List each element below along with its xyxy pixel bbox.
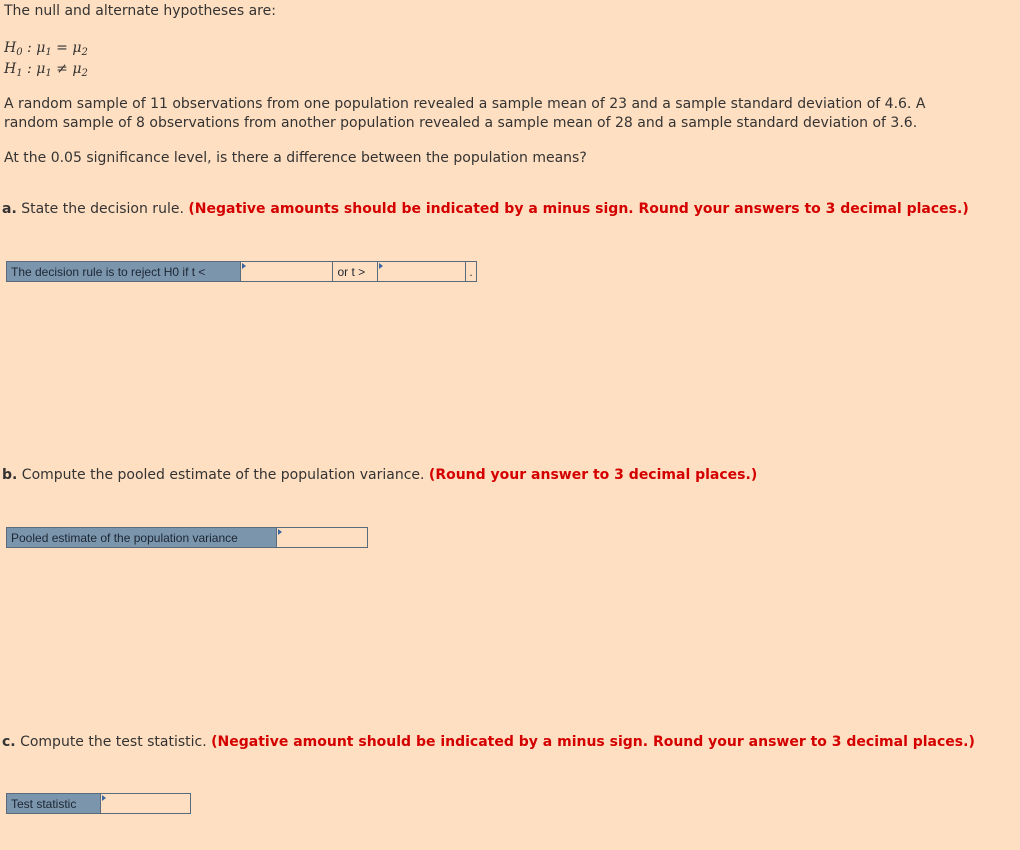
part-a-letter: a. [2, 201, 17, 217]
alternate-hypothesis: $H_1$ : $\mu_1 \ne \mu_2$ [4, 61, 88, 79]
lower-critical-value-input[interactable] [241, 262, 332, 281]
part-c-prompt: Compute the test statistic. [20, 734, 207, 750]
lower-critical-value-cell [240, 262, 333, 281]
part-c-heading [2, 734, 975, 750]
pooled-variance-row [6, 527, 368, 548]
part-c-letter: c. [2, 734, 16, 750]
upper-critical-value-input[interactable] [378, 262, 465, 281]
pooled-variance-label: Pooled estimate of the population variance [11, 530, 238, 545]
part-a-prompt: State the decision rule. [21, 201, 184, 217]
part-b-instruction: (Round your answer to 3 decimal places.) [428, 467, 758, 483]
null-hypothesis: $H_0$ : $\mu_1 = \mu_2$ [4, 40, 88, 58]
intro-text: The null and alternate hypotheses are: [4, 3, 276, 19]
part-c-instruction: (Negative amount should be indicated by a minus sign. Round your answer to 3 decimal places.) [211, 734, 975, 750]
part-b-letter: b. [2, 467, 18, 483]
question-text: At the 0.05 significance level, is there a difference between the population means? [4, 150, 587, 166]
part-a-instruction: (Negative amounts should be indicated by a minus sign. Round your answers to 3 decimal places.) [188, 201, 969, 217]
part-b-prompt: Compute the pooled estimate of the population variance. [21, 467, 425, 483]
test-statistic-row [6, 793, 191, 814]
decision-rule-row [6, 261, 477, 282]
test-statistic-cell [100, 794, 190, 813]
pooled-variance-cell [276, 528, 367, 547]
test-statistic-label: Test statistic [11, 796, 77, 811]
part-b-heading [2, 467, 757, 483]
problem-text: A random sample of 11 observations from one population revealed a sample mean of 23 and a sample standard deviation of 4.6. A random sample of 8 observations from another population revealed a sample mean of 28 and a sample standard deviation of 3.6. [4, 96, 926, 131]
decision-rule-label: The decision rule is to reject H0 if t < [11, 264, 206, 279]
or-t-label: or t > [333, 262, 377, 281]
upper-critical-value-cell [377, 262, 466, 281]
period-label: . [466, 262, 476, 281]
test-statistic-input[interactable] [101, 794, 190, 813]
pooled-variance-input[interactable] [277, 528, 367, 547]
part-a-heading [2, 201, 969, 217]
